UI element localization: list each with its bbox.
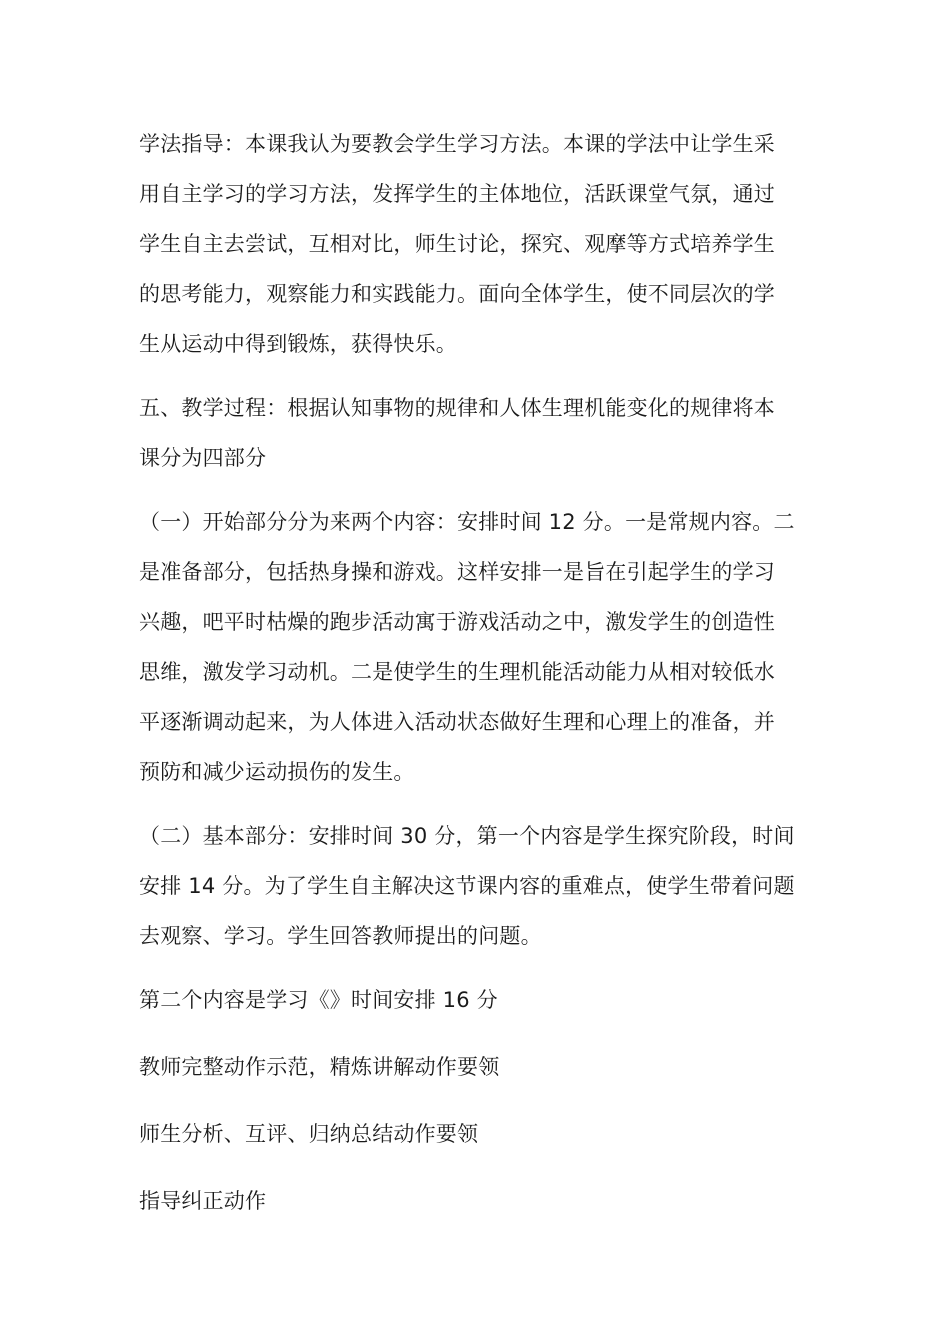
paragraph-correction: 指导纠正动作 — [139, 1189, 267, 1213]
paragraph-teaching-process: 五、教学过程：根据认知事物的规律和人体生理机能变化的规律将本 课分为四部分 — [139, 396, 775, 470]
paragraph-analysis: 师生分析、互评、归纳总结动作要领 — [139, 1122, 479, 1146]
paragraph-teacher-demo: 教师完整动作示范，精炼讲解动作要领 — [139, 1055, 500, 1079]
document-body — [139, 119, 823, 1243]
paragraph-opening-part: （一）开始部分分为来两个内容：安排时间 12 分。一是常规内容。二 是准备部分，包括热身操和游戏。这样安排一是旨在引起学生的学习 兴趣，吧平时枯燥的跑步活动寓于游戏活动之中，激发学生的创造性 思维，激发学习动机。二是使学生的生理机能活动能力从相对较低水 平逐渐调动起来，为人体进入活动状态做好生理和心理上的准备，并 预防和减少运动损伤的发生。 — [139, 510, 795, 784]
paragraph-study-method: 学法指导：本课我认为要教会学生学习方法。本课的学法中让学生采 用自主学习的学习方法，发挥学生的主体地位，活跃课堂气氛，通过 学生自主去尝试，互相对比，师生讨论，探究、观摩等方式培养学生 的思考能力，观察能力和实践能力。面向全体学生，使不同层次的学 生从运动中得到锻炼，获得快乐。 — [139, 132, 775, 356]
paragraph-second-content: 第二个内容是学习《》时间安排 16 分 — [139, 988, 498, 1012]
paragraph-basic-part: （二）基本部分：安排时间 30 分，第一个内容是学生探究阶段，时间 安排 14 分。为了学生自主解决这节课内容的重难点，使学生带着问题 去观察、学习。学生回答教师提出的问题。 — [139, 824, 795, 948]
